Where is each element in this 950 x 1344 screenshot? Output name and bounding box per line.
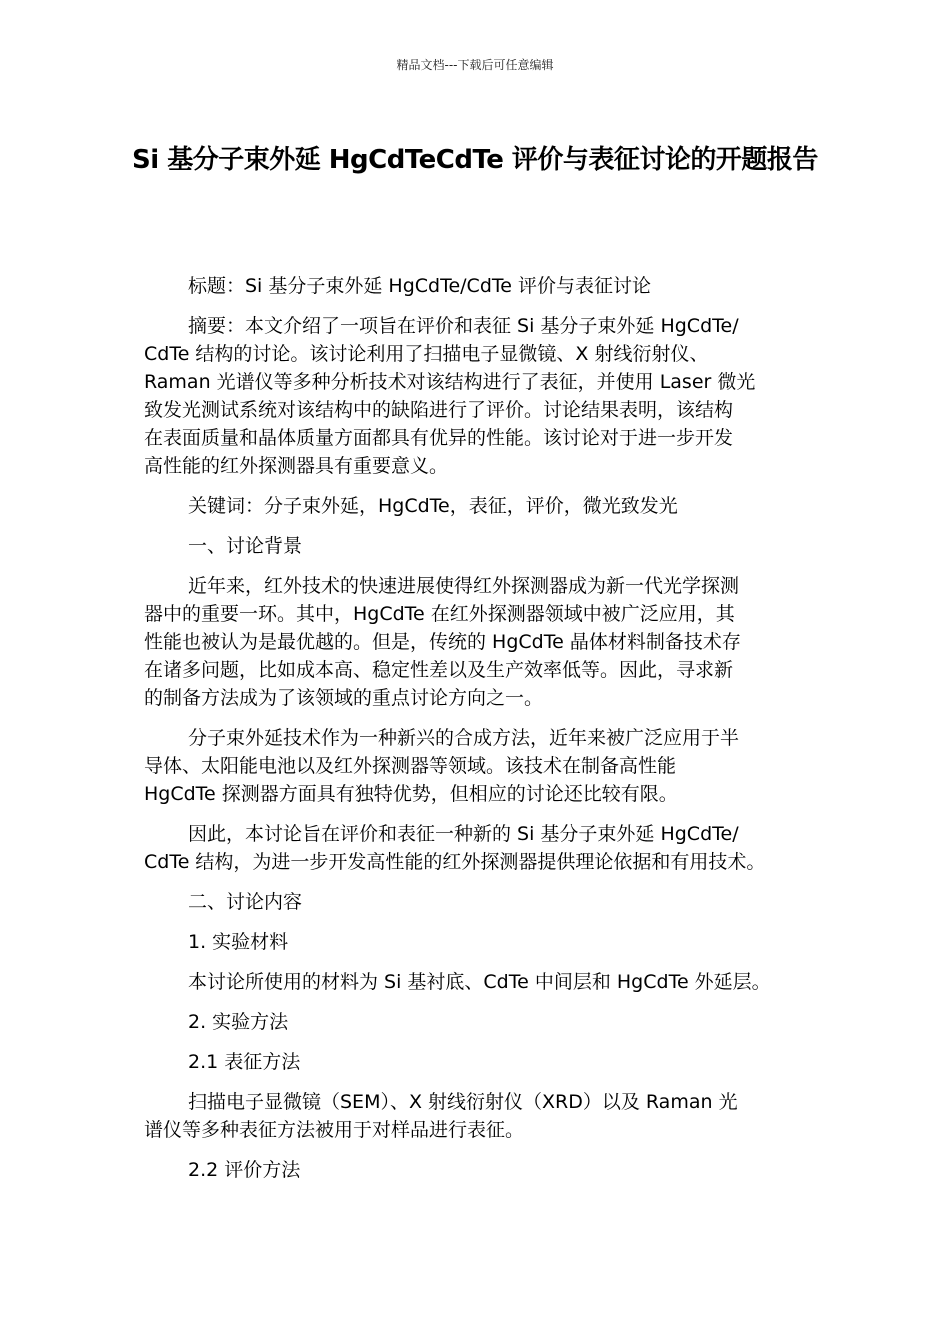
section-heading-background: 一、讨论背景 [188, 535, 303, 557]
paragraph-title-line: 标题：Si 基分子束外延 HgCdTe/CdTe 评价与表征讨论 [188, 275, 651, 297]
section-heading-content: 二、讨论内容 [188, 891, 303, 913]
paragraph-abstract: 摘要：本文介绍了一项旨在评价和表征 Si 基分子束外延 HgCdTe/ CdTe 结构的讨论。该讨论利用了扫描电子显微镜、X 射线衍射仪、 Raman 光谱仪等多种分析技术对该结构进行了表征，并使用 Laser 微光 致发光测试系统对该结构中的缺陷进行了评价。讨论结果表明，该结构 在表面质量和晶体质量方面都具有优异的性能。该讨论对于进一步开发 高性能的红外探测器具有重要意义。 [144, 315, 756, 477]
paragraph-characterization: 扫描电子显微镜（SEM）、X 射线衍射仪（XRD）以及 Raman 光 谱仪等多种表征方法被用于对样品进行表征。 [144, 1091, 738, 1141]
document-title: Si 基分子束外延 HgCdTeCdTe 评价与表征讨论的开题报告 [132, 145, 818, 175]
paragraph-background-1: 近年来，红外技术的快速进展使得红外探测器成为新一代光学探测 器中的重要一环。其中，HgCdTe 在红外探测器领域中被广泛应用，其 性能也被认为是最优越的。但是，传统的 HgCdTe 晶体材料制备技术存 在诸多问题，比如成本高、稳定性差以及生产效率低等。因此，寻求新 的制备方法成为了该领域的重点讨论方向之一。 [144, 575, 741, 709]
subheading-materials: 1. 实验材料 [188, 931, 289, 953]
document-body [144, 272, 824, 1196]
subheading-evaluation: 2.2 评价方法 [188, 1159, 301, 1181]
paragraph-background-3: 因此，本讨论旨在评价和表征一种新的 Si 基分子束外延 HgCdTe/ CdTe 结构，为进一步开发高性能的红外探测器提供理论依据和有用技术。 [144, 823, 766, 873]
subheading-methods: 2. 实验方法 [188, 1011, 289, 1033]
paragraph-materials: 本讨论所使用的材料为 Si 基衬底、CdTe 中间层和 HgCdTe 外延层。 [188, 971, 771, 993]
page-header: 精品文档---下载后可任意编辑 [396, 58, 554, 72]
paragraph-background-2: 分子束外延技术作为一种新兴的合成方法，近年来被广泛应用于半 导体、太阳能电池以及红外探测器等领域。该技术在制备高性能 HgCdTe 探测器方面具有独特优势，但相应的讨论还比较有限。 [144, 727, 740, 805]
subheading-characterization: 2.1 表征方法 [188, 1051, 301, 1073]
paragraph-keywords: 关键词：分子束外延，HgCdTe，表征，评价，微光致发光 [188, 495, 678, 517]
